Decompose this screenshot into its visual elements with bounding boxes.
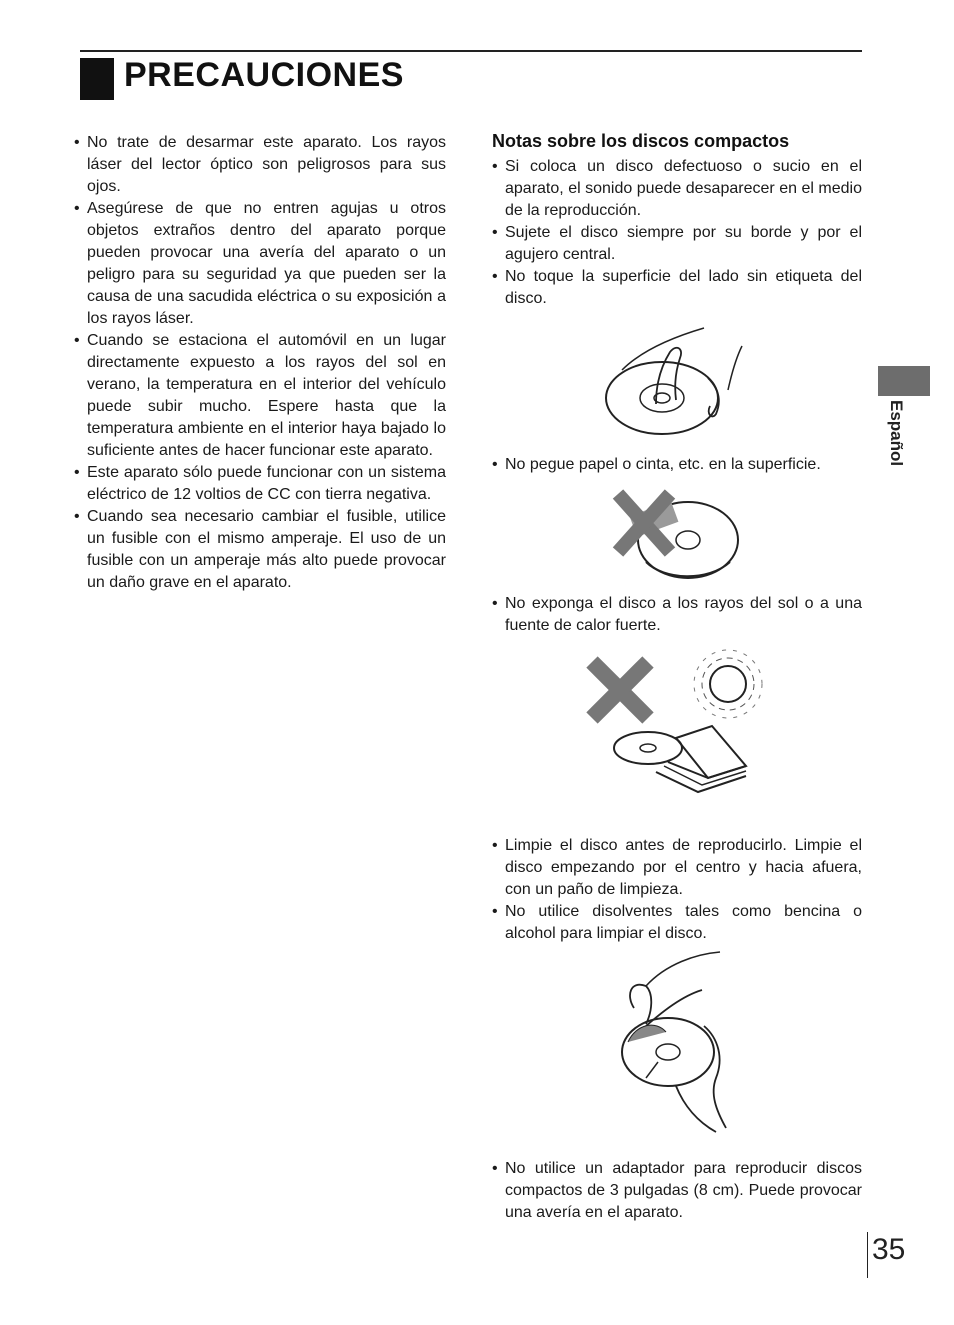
list-item: • Este aparato sólo puede funcionar con un sistema eléctrico de 12 voltios de CC con tierra negativa.	[74, 462, 446, 506]
left-column	[74, 132, 446, 594]
list-item: • No exponga el disco a los rayos del sol o a una fuente de calor fuerte.	[492, 593, 862, 637]
title-marker	[80, 58, 114, 100]
page-number-rule	[867, 1232, 868, 1278]
cd-notes-list	[492, 156, 862, 310]
page-number: 35	[872, 1233, 906, 1266]
list-item: • Cuando se estaciona el automóvil en un lugar directamente expuesto a los rayos del sol en verano, la temperatura en el interior del vehículo puede subir mucho. Espere hasta que la temperatura ambiente en el interior haya bajado lo suficiente antes de hacer funcionar este aparato.	[74, 330, 446, 462]
header-rule	[80, 50, 862, 52]
cleaning-notes	[492, 835, 862, 945]
list-item: • No trate de desarmar este aparato. Los rayos láser del lector óptico son peligrosos para sus ojos.	[74, 132, 446, 198]
cleaning-disc-illustration	[606, 946, 756, 1136]
page-title: PRECAUCIONES	[124, 56, 404, 94]
language-tab-label: Español	[887, 400, 906, 467]
list-item: • No pegue papel o cinta, etc. en la superficie.	[492, 454, 862, 476]
sun-note	[492, 593, 862, 637]
left-bullet-list	[74, 132, 446, 594]
list-item: • Cuando sea necesario cambiar el fusible, utilice un fusible con el mismo amperaje. El uso de un fusible con un amperaje más alto puede provocar un daño grave en el aparato.	[74, 506, 446, 594]
list-item: • Si coloca un disco defectuoso o sucio en el aparato, el sonido puede desaparecer en el medio de la reproducción.	[492, 156, 862, 222]
sun-icon	[710, 666, 746, 702]
list-item: • Asegúrese de que no entren agujas u otros objetos extraños dentro del aparato porque pueden provocar una avería del aparato o un peligro para su seguridad ya que pueden ser la causa de una sacudida eléctrica o su exposición a los rayos láser.	[74, 198, 446, 330]
hand-holding-disc-illustration	[600, 322, 750, 440]
adapter-note	[492, 1158, 862, 1224]
section-heading: Notas sobre los discos compactos	[492, 131, 790, 151]
list-item: • No utilice un adaptador para reproducir discos compactos de 3 pulgadas (8 cm). Puede provocar una avería en el aparato.	[492, 1158, 862, 1224]
list-item: • Limpie el disco antes de reproducirlo. Limpie el disco empezando por el centro y hacia afuera, con un paño de limpieza.	[492, 835, 862, 901]
sun-heat-disc-illustration	[586, 648, 776, 816]
list-item: • No toque la superficie del lado sin etiqueta del disco.	[492, 266, 862, 310]
language-tab-marker	[878, 366, 930, 396]
list-item: • Sujete el disco siempre por su borde y por el agujero central.	[492, 222, 862, 266]
tape-on-disc-illustration	[612, 488, 742, 584]
tape-note	[492, 454, 862, 476]
right-column	[492, 130, 862, 310]
list-item: • No utilice disolventes tales como bencina o alcohol para limpiar el disco.	[492, 901, 862, 945]
